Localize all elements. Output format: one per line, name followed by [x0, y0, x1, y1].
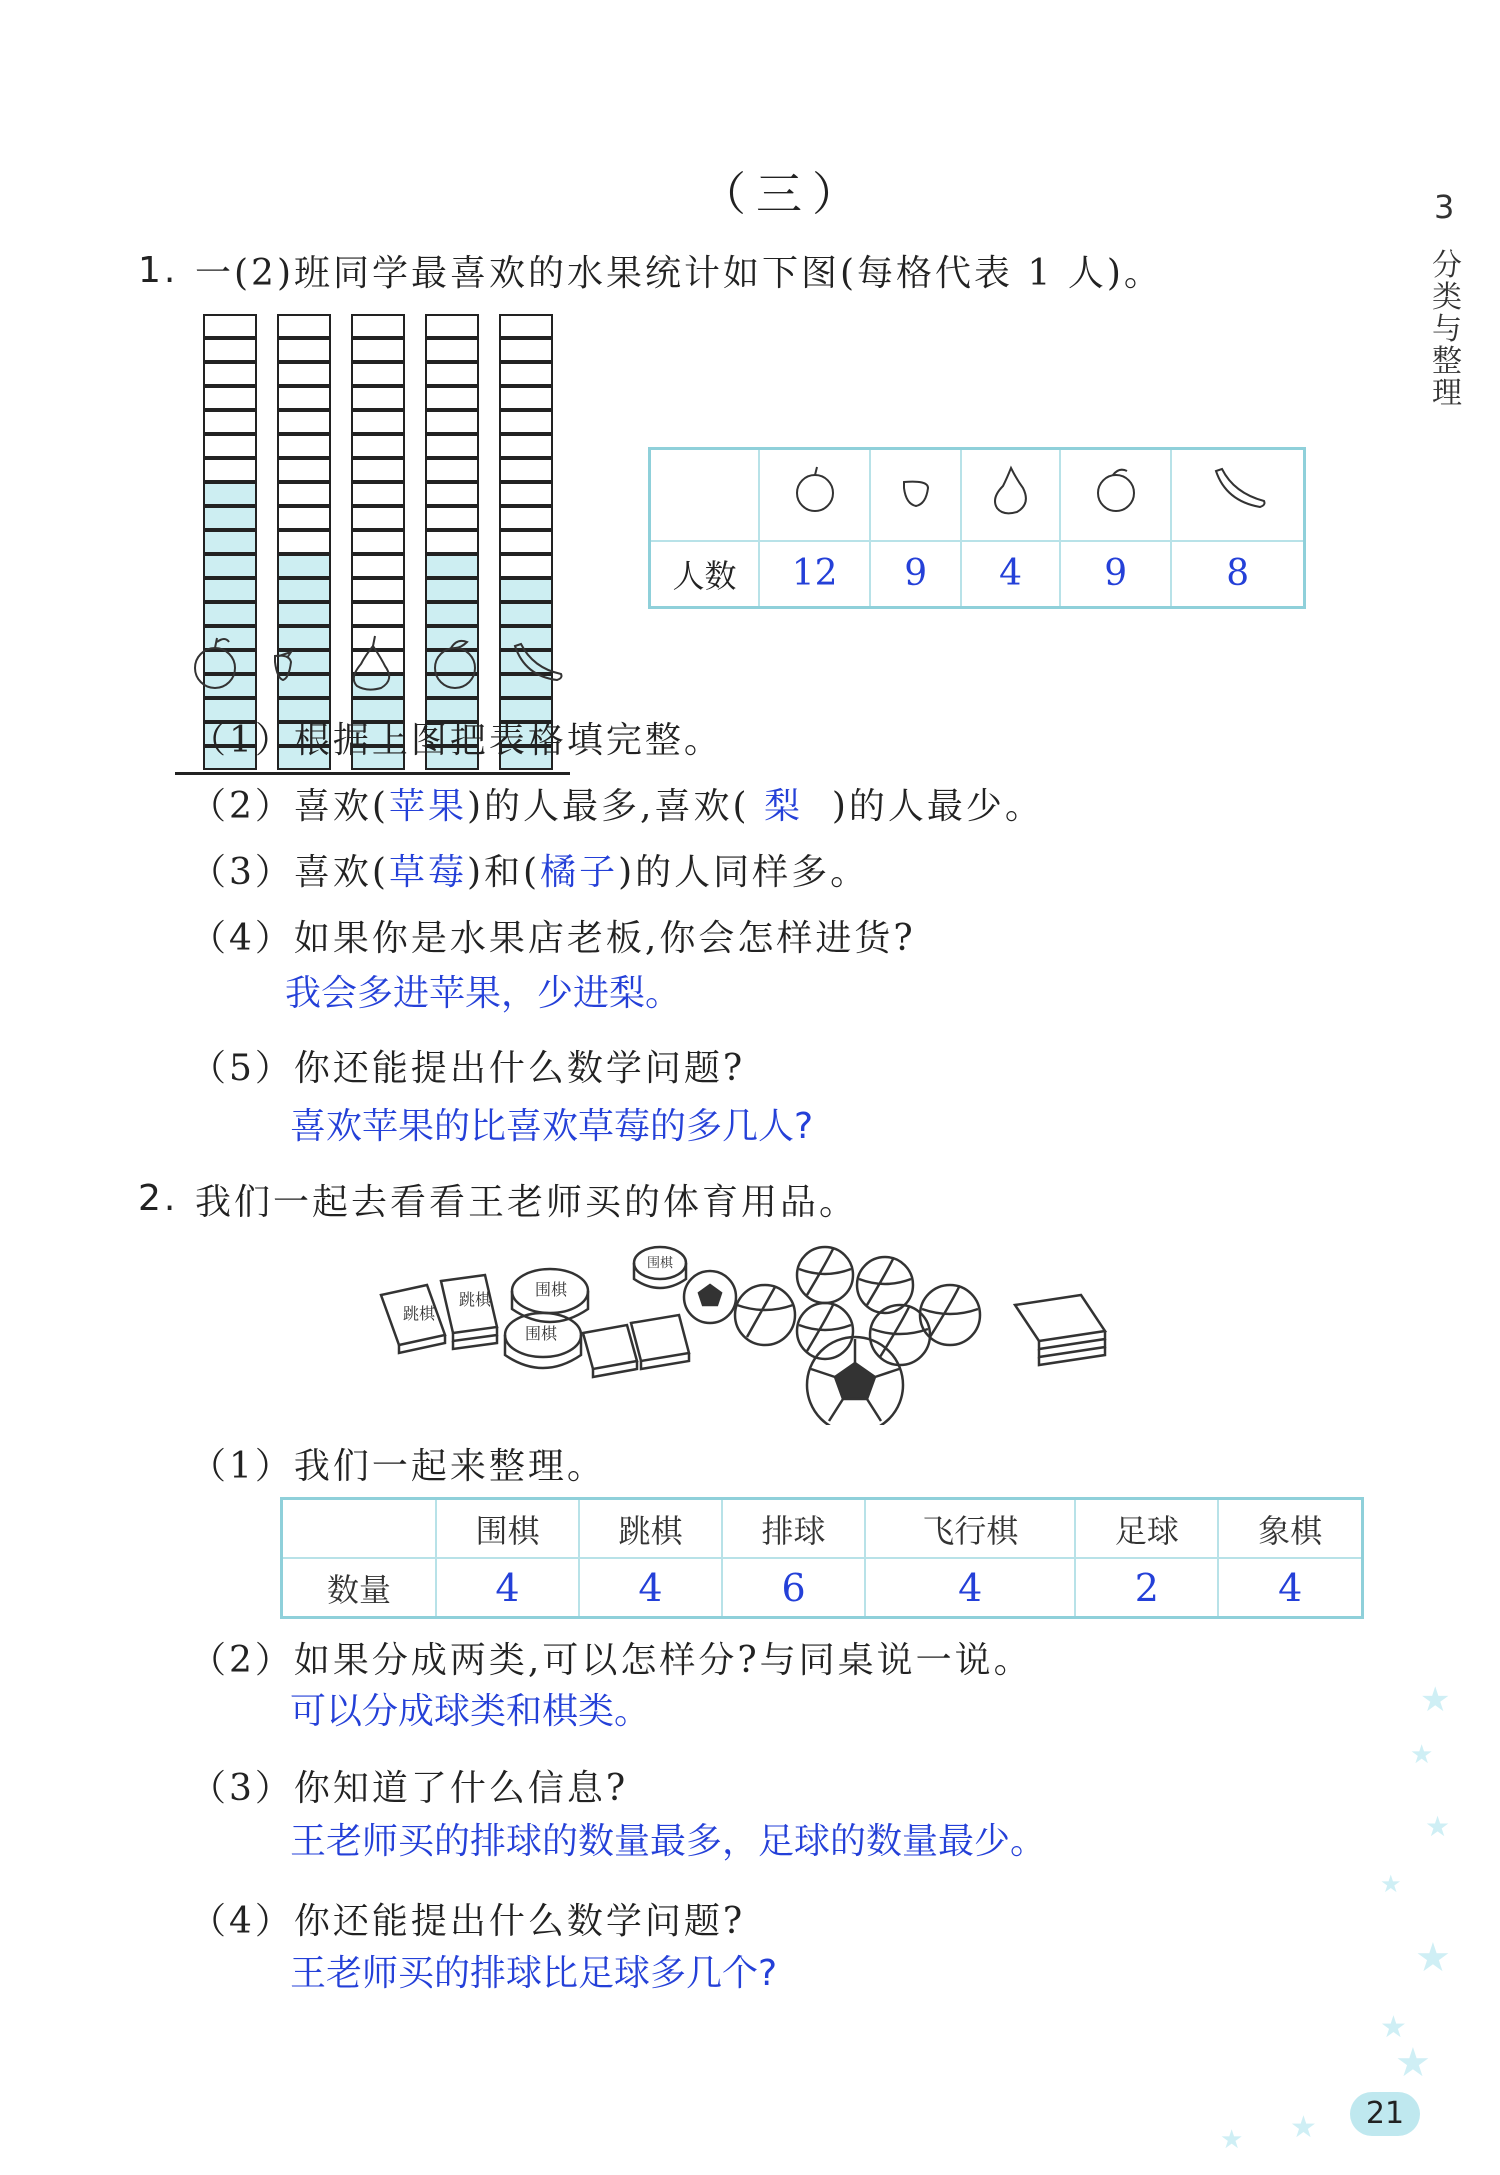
star-icon: ★ [1380, 2010, 1407, 2045]
fruit-table [648, 447, 1306, 609]
header-tiaoqi: 跳棋 [579, 1499, 722, 1559]
bar-cell [499, 482, 553, 506]
volleyball-icon [797, 1247, 853, 1303]
label-weiqi-3: 围棋 [647, 1256, 674, 1271]
bar-cell [351, 314, 405, 338]
header-paiqiu: 排球 [722, 1499, 865, 1559]
bar-cell [499, 314, 553, 338]
orange-icon [435, 641, 475, 688]
bar-cell [203, 434, 257, 458]
bar-cell [277, 362, 331, 386]
bar-cell [425, 362, 479, 386]
star-icon: ★ [1415, 1935, 1451, 1981]
q2-text: 我们一起去看看王老师买的体育用品。 [195, 1182, 859, 1223]
chapter-title: 分类与整理 [1432, 248, 1462, 411]
banana-icon [515, 644, 562, 680]
bar-cell [499, 602, 553, 626]
star-icon: ★ [1380, 1870, 1402, 1898]
bar-cell [499, 386, 553, 410]
bar-cell [499, 362, 553, 386]
q1-sub3-answer1: 草莓 [388, 852, 467, 893]
bar-cell [277, 554, 331, 578]
bar-cell [351, 482, 405, 506]
bar-cell [499, 530, 553, 554]
q1-sub2-answer2: 梨 [763, 786, 803, 827]
apple-icon [195, 638, 235, 688]
bar-pear [351, 312, 403, 768]
bar-cell [277, 410, 331, 434]
q1-sub4-question: （4）如果你是水果店老板,你会怎样进货? [190, 918, 916, 959]
bar-cell [499, 578, 553, 602]
strawberry-icon [275, 652, 291, 680]
q1-sub3: （3）喜欢(草莓)和(橘子)的人同样多。 [190, 852, 870, 893]
bar-orange [425, 312, 477, 768]
bar-cell [277, 314, 331, 338]
fruit-bar-chart [175, 312, 575, 672]
bar-cell [351, 362, 405, 386]
bar-cell [425, 434, 479, 458]
bar-apple [203, 312, 255, 768]
bar-cell [277, 338, 331, 362]
checkers-box-icon [441, 1275, 497, 1349]
count-weiqi: 4 [436, 1558, 579, 1618]
q1-sub5-answer: 喜欢苹果的比喜欢草莓的多几人? [290, 1106, 814, 1147]
count-xiangqi: 4 [1218, 1558, 1362, 1618]
soccer-ball-icon [807, 1337, 903, 1425]
volleyball-icon [920, 1285, 980, 1345]
star-icon: ★ [1425, 1810, 1451, 1843]
chart-fruit-icons [185, 632, 585, 692]
star-icon: ★ [1290, 2110, 1317, 2145]
star-icon: ★ [1410, 1740, 1434, 1770]
pear-count: 4 [961, 541, 1060, 608]
count-tiaoqi: 4 [579, 1558, 722, 1618]
count-feixingqi: 4 [865, 1558, 1075, 1618]
bar-cell [277, 578, 331, 602]
section-title: （三） [700, 167, 868, 221]
bar-cell [351, 434, 405, 458]
chapter-number: 3 [1434, 188, 1455, 226]
star-icon: ★ [1220, 2125, 1244, 2155]
bar-cell [277, 530, 331, 554]
bar-strawberry [277, 312, 329, 768]
bar-cell [277, 458, 331, 482]
q2-sub1: （1）我们一起来整理。 [190, 1446, 606, 1487]
bar-cell [425, 602, 479, 626]
bar-cell [425, 386, 479, 410]
bar-cell [499, 506, 553, 530]
q1-sub1: （1）根据上图把表格填完整。 [190, 720, 723, 761]
header-feixingqi: 飞行棋 [865, 1499, 1075, 1559]
star-icon: ★ [1420, 1680, 1451, 1720]
sports-table-corner [282, 1499, 437, 1559]
bar-cell [351, 530, 405, 554]
q2-sub2-question: （2）如果分成两类,可以怎样分?与同桌说一说。 [190, 1640, 1033, 1681]
soccer-ball-icon [684, 1271, 736, 1323]
bar-cell [499, 434, 553, 458]
count-paiqiu: 6 [722, 1558, 865, 1618]
strawberry-count: 9 [870, 541, 961, 608]
apple-icon [759, 449, 870, 541]
page-number: 21 [1350, 2092, 1420, 2136]
bar-cell [203, 602, 257, 626]
bar-cell [351, 602, 405, 626]
bar-banana [499, 312, 551, 768]
pear-icon [354, 636, 389, 690]
bar-cell [277, 434, 331, 458]
label-tiaoqi-2: 跳棋 [459, 1290, 492, 1309]
flight-chess-box-icon [1015, 1295, 1105, 1365]
banana-count: 8 [1171, 541, 1304, 608]
apple-count: 12 [759, 541, 870, 608]
bar-cell [203, 578, 257, 602]
bar-cell [351, 410, 405, 434]
q2-sub3-answer: 王老师买的排球的数量最多，足球的数量最少。 [290, 1821, 1047, 1862]
bar-cell [425, 554, 479, 578]
bar-cell [351, 386, 405, 410]
pear-icon [961, 449, 1060, 541]
header-xiangqi: 象棋 [1218, 1499, 1362, 1559]
bar-cell [499, 458, 553, 482]
bar-cell [203, 506, 257, 530]
volleyball-icon [797, 1303, 853, 1359]
sports-table [280, 1497, 1364, 1619]
q2-sub2-answer: 可以分成球类和棋类。 [290, 1691, 651, 1732]
header-weiqi: 围棋 [436, 1499, 579, 1559]
label-tiaoqi-1: 跳棋 [403, 1304, 436, 1323]
bar-cell [203, 362, 257, 386]
bar-cell [425, 410, 479, 434]
orange-count: 9 [1060, 541, 1171, 608]
bar-cell [425, 530, 479, 554]
sports-table-row-label: 数量 [282, 1558, 437, 1618]
bar-cell [351, 458, 405, 482]
q1-sub3-answer2: 橘子 [540, 852, 619, 893]
bar-cell [203, 482, 257, 506]
q1-sub5-question: （5）你还能提出什么数学问题? [190, 1048, 746, 1089]
volleyball-icon [735, 1285, 795, 1345]
banana-icon [1171, 449, 1304, 541]
bar-cell [351, 338, 405, 362]
bar-cell [203, 458, 257, 482]
chess-box-icon [631, 1315, 689, 1369]
bar-cell [277, 602, 331, 626]
star-icon: ★ [1395, 2040, 1431, 2086]
label-weiqi-1: 围棋 [535, 1280, 568, 1299]
bar-cell [203, 386, 257, 410]
bar-cell [203, 530, 257, 554]
chess-box-icon [583, 1325, 637, 1377]
chart-baseline [175, 772, 570, 775]
bar-cell [277, 482, 331, 506]
bar-cell [425, 482, 479, 506]
bar-cell [351, 554, 405, 578]
orange-icon [1060, 449, 1171, 541]
bar-cell [351, 506, 405, 530]
bar-cell [203, 410, 257, 434]
q1-sub2-answer1: 苹果 [388, 786, 467, 827]
sports-equipment-illustration [375, 1235, 1135, 1425]
bar-cell [425, 458, 479, 482]
fruit-table-corner [650, 449, 760, 541]
bar-cell [277, 506, 331, 530]
bar-cell [425, 506, 479, 530]
bar-cell [425, 578, 479, 602]
q1-text: 一(2)班同学最喜欢的水果统计如下图(每格代表 1 人)。 [195, 253, 1163, 294]
fruit-table-row-label: 人数 [650, 541, 760, 608]
q2-sub3-question: （3）你知道了什么信息? [190, 1768, 629, 1809]
strawberry-icon [870, 449, 961, 541]
bar-cell [499, 410, 553, 434]
q1-sub2: （2）喜欢(苹果)的人最多,喜欢( 梨 )的人最少。 [190, 786, 1044, 827]
bar-cell [203, 314, 257, 338]
q2-sub4-question: （4）你还能提出什么数学问题? [190, 1901, 746, 1942]
q1-sub4-answer: 我会多进苹果，少进梨。 [285, 973, 682, 1014]
header-zuqiu: 足球 [1075, 1499, 1218, 1559]
label-weiqi-2: 围棋 [525, 1324, 558, 1343]
bar-cell [351, 578, 405, 602]
q2-sub4-answer: 王老师买的排球比足球多几个? [290, 1953, 778, 1994]
bar-cell [425, 314, 479, 338]
bar-cell [203, 554, 257, 578]
bar-cell [277, 386, 331, 410]
bar-cell [203, 338, 257, 362]
bar-cell [499, 338, 553, 362]
bar-cell [425, 338, 479, 362]
count-zuqiu: 2 [1075, 1558, 1218, 1618]
q1-number: 1. [138, 250, 179, 291]
q2-number: 2. [138, 1178, 179, 1219]
bar-cell [499, 554, 553, 578]
